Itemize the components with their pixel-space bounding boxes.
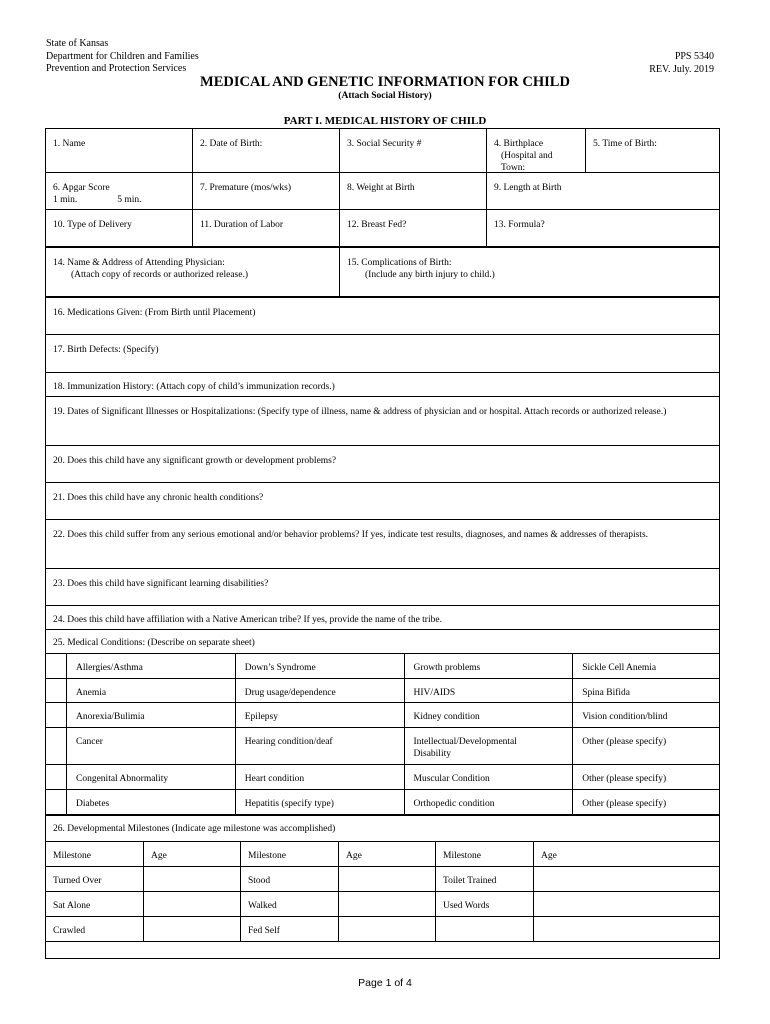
condition-label: Epilepsy xyxy=(244,712,278,722)
age-column-header: Age xyxy=(339,842,436,866)
milestone-age-field[interactable] xyxy=(144,917,241,941)
chronic-health-field[interactable]: 21. Does this child have any chronic health conditions? xyxy=(46,483,719,520)
milestone-label: Toilet Trained xyxy=(436,867,534,891)
condition-label: Anemia xyxy=(76,688,107,698)
premature-field[interactable]: 7. Premature (mos/wks) xyxy=(193,173,340,209)
condition-checkbox[interactable] xyxy=(215,790,236,814)
name-field[interactable]: 1. Name xyxy=(46,129,193,172)
date-of-birth-field[interactable]: 2. Date of Birth: xyxy=(193,129,340,172)
medications-field[interactable]: 16. Medications Given: (From Birth until Placement) xyxy=(46,298,719,335)
page-number: Page 1 of 4 xyxy=(358,977,412,989)
condition-label: Orthopedic condition xyxy=(413,799,495,809)
age-column-header: Age xyxy=(144,842,241,866)
condition-label: Drug usage/dependence xyxy=(244,688,336,698)
condition-label: Other (please specify) xyxy=(582,799,667,809)
breast-fed-field[interactable]: 12. Breast Fed? xyxy=(340,210,487,246)
condition-checkbox[interactable] xyxy=(552,765,573,789)
milestone-age-field[interactable] xyxy=(534,867,719,891)
condition-label: Growth problems xyxy=(413,663,481,673)
agency-block xyxy=(46,38,199,76)
agency-line: Prevention and Protection Services xyxy=(46,63,187,74)
condition-label: Diabetes xyxy=(76,799,110,809)
condition-checkbox[interactable] xyxy=(384,728,405,764)
form-row xyxy=(46,173,719,210)
condition-checkbox[interactable] xyxy=(384,703,405,727)
milestone-column-header: Milestone xyxy=(241,842,339,866)
condition-checkbox[interactable] xyxy=(46,765,67,789)
milestone-column-header: Milestone xyxy=(46,842,144,866)
attending-physician-field[interactable]: 14. Name & Address of Attending Physician: (Attach copy of records or authorized release.) xyxy=(46,248,340,296)
time-of-birth-field[interactable]: 5. Time of Birth: xyxy=(593,139,657,149)
condition-label: Sickle Cell Anemia xyxy=(582,663,657,673)
form-id-block xyxy=(649,51,714,76)
form-subtitle: (Attach Social History) xyxy=(338,91,432,101)
condition-checkbox[interactable] xyxy=(552,654,573,678)
condition-label: Vision condition/blind xyxy=(582,712,668,722)
milestone-age-field[interactable] xyxy=(339,867,436,891)
form-row xyxy=(46,248,719,298)
condition-checkbox[interactable] xyxy=(384,679,405,702)
milestone-label xyxy=(436,917,534,941)
condition-checkbox[interactable] xyxy=(46,679,67,702)
condition-checkbox[interactable] xyxy=(384,790,405,814)
emotional-behavior-field[interactable]: 22. Does this child suffer from any serious emotional and/or behavior problems? If yes, indicate test results, diagnoses, and names & addresses of therapists. xyxy=(46,520,719,569)
milestone-label: Sat Alone xyxy=(46,892,144,916)
condition-checkbox[interactable] xyxy=(215,728,236,764)
conditions-row xyxy=(46,765,719,790)
milestone-label: Used Words xyxy=(436,892,534,916)
milestone-row xyxy=(46,867,719,892)
milestone-label: Stood xyxy=(241,867,339,891)
type-of-delivery-field[interactable]: 10. Type of Delivery xyxy=(46,210,193,246)
apgar-score-field[interactable]: 6. Apgar Score 1 min. 5 min. xyxy=(46,173,193,209)
length-at-birth-field[interactable]: 9. Length at Birth xyxy=(494,183,562,193)
part-title: PART I. MEDICAL HISTORY OF CHILD xyxy=(283,115,487,127)
agency-line: State of Kansas xyxy=(46,38,109,49)
condition-label: Spina Bifida xyxy=(582,688,631,698)
condition-checkbox[interactable] xyxy=(215,703,236,727)
milestone-row xyxy=(46,892,719,917)
age-column-header: Age xyxy=(541,851,557,861)
milestone-label: Crawled xyxy=(46,917,144,941)
milestone-age-field[interactable] xyxy=(144,892,241,916)
weight-at-birth-field[interactable]: 8. Weight at Birth xyxy=(340,173,487,209)
conditions-row xyxy=(46,654,719,679)
condition-checkbox[interactable] xyxy=(46,654,67,678)
immunization-history-field[interactable]: 18. Immunization History: (Attach copy of child’s immunization records.) xyxy=(46,373,719,397)
milestones-column-headers xyxy=(46,842,719,867)
illnesses-hospitalizations-field[interactable]: 19. Dates of Significant Illnesses or Hospitalizations: (Specify type of illness, name & address of physician and or hospital. Attach records or authorized release.) xyxy=(46,397,719,446)
medical-history-form xyxy=(45,128,720,959)
condition-label: Hepatitis (specify type) xyxy=(244,799,334,809)
growth-development-field[interactable]: 20. Does this child have any significant growth or development problems? xyxy=(46,446,719,483)
conditions-row xyxy=(46,790,719,816)
form-number: PPS 5340 xyxy=(674,51,714,62)
birthplace-field[interactable]: 4. Birthplace (Hospital and Town: xyxy=(487,129,586,172)
condition-checkbox[interactable] xyxy=(215,654,236,678)
agency-line: Department for Children and Families xyxy=(46,50,199,62)
milestone-column-header: Milestone xyxy=(436,842,534,866)
milestone-label: Walked xyxy=(241,892,339,916)
condition-label: Other (please specify) xyxy=(582,774,667,784)
learning-disabilities-field[interactable]: 23. Does this child have significant learning disabilities? xyxy=(46,569,719,606)
native-american-tribe-field[interactable]: 24. Does this child have affiliation with a Native American tribe? If yes, provide the name of the tribe. xyxy=(46,606,719,630)
form-title: MEDICAL AND GENETIC INFORMATION FOR CHILD xyxy=(200,74,570,90)
condition-checkbox[interactable] xyxy=(552,679,573,702)
condition-label: Kidney condition xyxy=(413,712,480,722)
form-row xyxy=(46,129,719,173)
conditions-row xyxy=(46,703,719,728)
milestone-age-field[interactable] xyxy=(144,867,241,891)
milestone-row xyxy=(46,917,719,942)
milestone-age-field[interactable] xyxy=(534,892,719,916)
form-row xyxy=(46,210,719,248)
condition-checkbox[interactable] xyxy=(552,703,573,727)
condition-label: Down’s Syndrome xyxy=(244,663,316,673)
birth-complications-field[interactable]: 15. Complications of Birth: (Include any birth injury to child.) xyxy=(347,258,495,280)
condition-checkbox[interactable] xyxy=(384,765,405,789)
milestone-label: Turned Over xyxy=(46,867,144,891)
condition-checkbox[interactable] xyxy=(46,703,67,727)
condition-label: Anorexia/Bulimia xyxy=(76,712,145,722)
birth-defects-field[interactable]: 17. Birth Defects: (Specify) xyxy=(46,335,719,373)
condition-label: Muscular Condition xyxy=(413,774,490,784)
conditions-row xyxy=(46,679,719,703)
condition-label: Hearing condition/deaf xyxy=(244,737,333,747)
condition-label: Intellectual/Developmental Disability xyxy=(413,737,517,759)
milestone-age-field[interactable] xyxy=(339,892,436,916)
condition-checkbox[interactable] xyxy=(215,765,236,789)
duration-of-labor-field[interactable]: 11. Duration of Labor xyxy=(193,210,340,246)
condition-label: Allergies/Asthma xyxy=(76,663,143,673)
milestones-blank-row[interactable] xyxy=(46,942,719,959)
milestone-age-field[interactable] xyxy=(534,917,719,941)
social-security-field[interactable]: 3. Social Security # xyxy=(340,129,487,172)
condition-checkbox[interactable] xyxy=(46,790,67,814)
condition-checkbox[interactable] xyxy=(552,790,573,814)
milestones-header: 26. Developmental Milestones (Indicate age milestone was accomplished) xyxy=(46,816,719,842)
formula-field[interactable]: 13. Formula? xyxy=(494,220,545,230)
condition-label: HIV/AIDS xyxy=(413,688,456,698)
condition-checkbox[interactable] xyxy=(46,728,67,764)
conditions-row xyxy=(46,728,719,765)
condition-label: Heart condition xyxy=(244,774,305,784)
condition-label: Other (please specify) xyxy=(582,737,667,747)
condition-label: Cancer xyxy=(76,737,103,747)
condition-label: Congenital Abnormality xyxy=(76,774,169,784)
condition-checkbox[interactable] xyxy=(215,679,236,702)
condition-checkbox[interactable] xyxy=(552,728,573,764)
medical-conditions-header: 25. Medical Conditions: (Describe on separate sheet) xyxy=(46,630,719,654)
form-revision: REV. July. 2019 xyxy=(649,63,714,75)
condition-checkbox[interactable] xyxy=(384,654,405,678)
milestone-age-field[interactable] xyxy=(339,917,436,941)
milestone-label: Fed Self xyxy=(241,917,339,941)
